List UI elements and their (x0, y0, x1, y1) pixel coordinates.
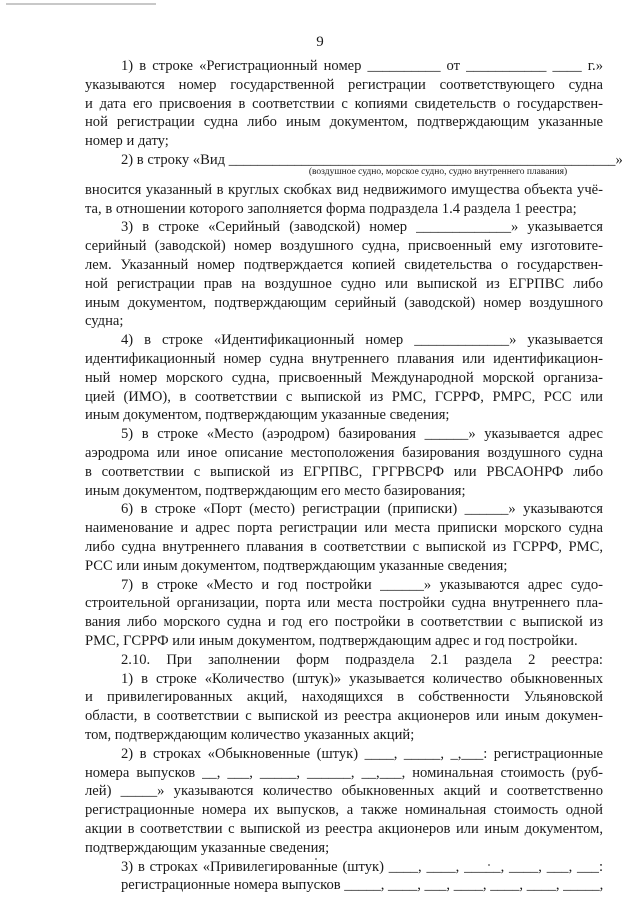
text-line: аэродрома или иное описание местоположения базирования воздушного судна (85, 445, 603, 461)
text-line: идентификационный номер судна внутреннего плавания или идентификацион- (85, 351, 603, 367)
text-line: либо судна внутреннего плавания в соответствии с выпиской из ГСРРФ, РМС, (85, 539, 603, 555)
text-line: вания либо морского судна и год его постройки в соответствии с выпиской из (85, 614, 603, 630)
text-line: ной регистрации прав на воздушное судно или выпиской из ЕГРПВС либо (85, 276, 603, 292)
text-line: ной регистрации судна либо иным документом, подтверждающим указанные (85, 114, 603, 130)
text-line: и дата его присвоения в соответствии с копиями свидетельств о государствен- (85, 96, 603, 112)
text-line: судна; (85, 313, 124, 329)
text-line: лем. Указанный номер подтверждается копией свидетельства о государствен- (85, 257, 603, 273)
text-line: та, в отношении которого заполняется форма подраздела 1.4 раздела 1 реестра; (85, 201, 577, 217)
text-line: и привилегированных акций, находящихся в собственности Ульяновской (85, 689, 603, 705)
page-number: 9 (316, 34, 324, 50)
text-line: 3) в строках «Привилегированные (штук) ____, ____, _____, ____, ___, ___: (121, 859, 603, 875)
text-line: том, подтверждающим количество указанных акций; (85, 727, 415, 743)
text-line: серийный (заводской) номер воздушного судна, присвоенный ему изготовите- (85, 238, 603, 254)
text-line: РМС, ГСРРФ или иным документом, подтверждающим адрес и год постройки. (85, 633, 578, 649)
text-line: наименование и адрес порта регистрации или места приписки морского судна (85, 520, 603, 536)
text-line: 3) в строке «Серийный (заводской) номер _____________» указывается (121, 219, 603, 235)
text-line: 5) в строке «Место (аэродром) базирования ______» указывается адрес (121, 426, 603, 442)
text-line: 2) в строку «Вид _____________________________________________________» (121, 152, 623, 168)
text-line: иным документом, подтверждающим его место базирования; (85, 483, 466, 499)
text-line: вносится указанный в круглых скобках вид недвижимого имущества объекта учё- (85, 182, 603, 198)
text-line: регистрационные номера выпусков _____, ____, ___, ____, ____, ____, _____, (121, 877, 604, 893)
text-line: акции в соответствии с выпиской из реестра акционеров или иным документом, (85, 821, 603, 837)
text-line: лей) _____» указываются количество обыкновенных акций и соответственно (85, 783, 603, 799)
text-line: 1) в строке «Регистрационный номер __________ от ___________ ____ г.» (121, 58, 603, 74)
text-line: регистрационные номера их выпусков, а также номинальная стоимость одной (85, 802, 603, 818)
text-line: указываются номер государственной регистрации соответствующего судна (85, 77, 603, 93)
text-line: РСС или иным документом, подтверждающим указанные сведения; (85, 558, 508, 574)
text-line: иным документом, подтверждающим серийный (заводской) номер воздушного (85, 295, 603, 311)
text-line: 1) в строке «Количество (штук)» указывается количество обыкновенных (121, 671, 603, 687)
text-line: иным документом, подтверждающим указанные сведения; (85, 407, 450, 423)
text-line: 6) в строке «Порт (место) регистрации (приписки) ______» указываются (121, 501, 603, 517)
text-line: подтверждающим указанные сведения; (85, 840, 330, 856)
text-line: 2.10. При заполнении форм подраздела 2.1 раздела 2 реестра: (121, 652, 603, 668)
field-hint: (воздушное судно, морское судно, судно внутреннего плавания) (308, 167, 568, 177)
text-line: 2) в строках «Обыкновенные (штук) ____, _____, _,___: регистрационные (121, 746, 603, 762)
text-line: 7) в строке «Место и год постройки ______» указываются адрес судо- (121, 577, 603, 593)
scan-artifact (6, 3, 156, 5)
text-line: номер и дату; (85, 133, 169, 149)
text-line: 4) в строке «Идентификационный номер _____________» указывается (121, 332, 603, 348)
text-line: области, в соответствии с выпиской из реестра акционеров или иным докумен- (85, 708, 603, 724)
text-line: в соответствии с выпиской из ЕГРПВС, ГРГРВСРФ или РВСАОНРФ либо (85, 464, 603, 480)
text-line: строительной организации, порта или места постройки судна внутреннего пла- (85, 595, 603, 611)
text-line: ный номер морского судна, присвоенный Международной морской организа- (85, 370, 603, 386)
text-line: цией (ИМО), в соответствии с выпиской из РМС, ГСРРФ, РМРС, РСС или (85, 389, 603, 405)
text-line: номера выпусков __, ___, _____, ______, __,___, номинальная стоимость (руб- (85, 765, 603, 781)
